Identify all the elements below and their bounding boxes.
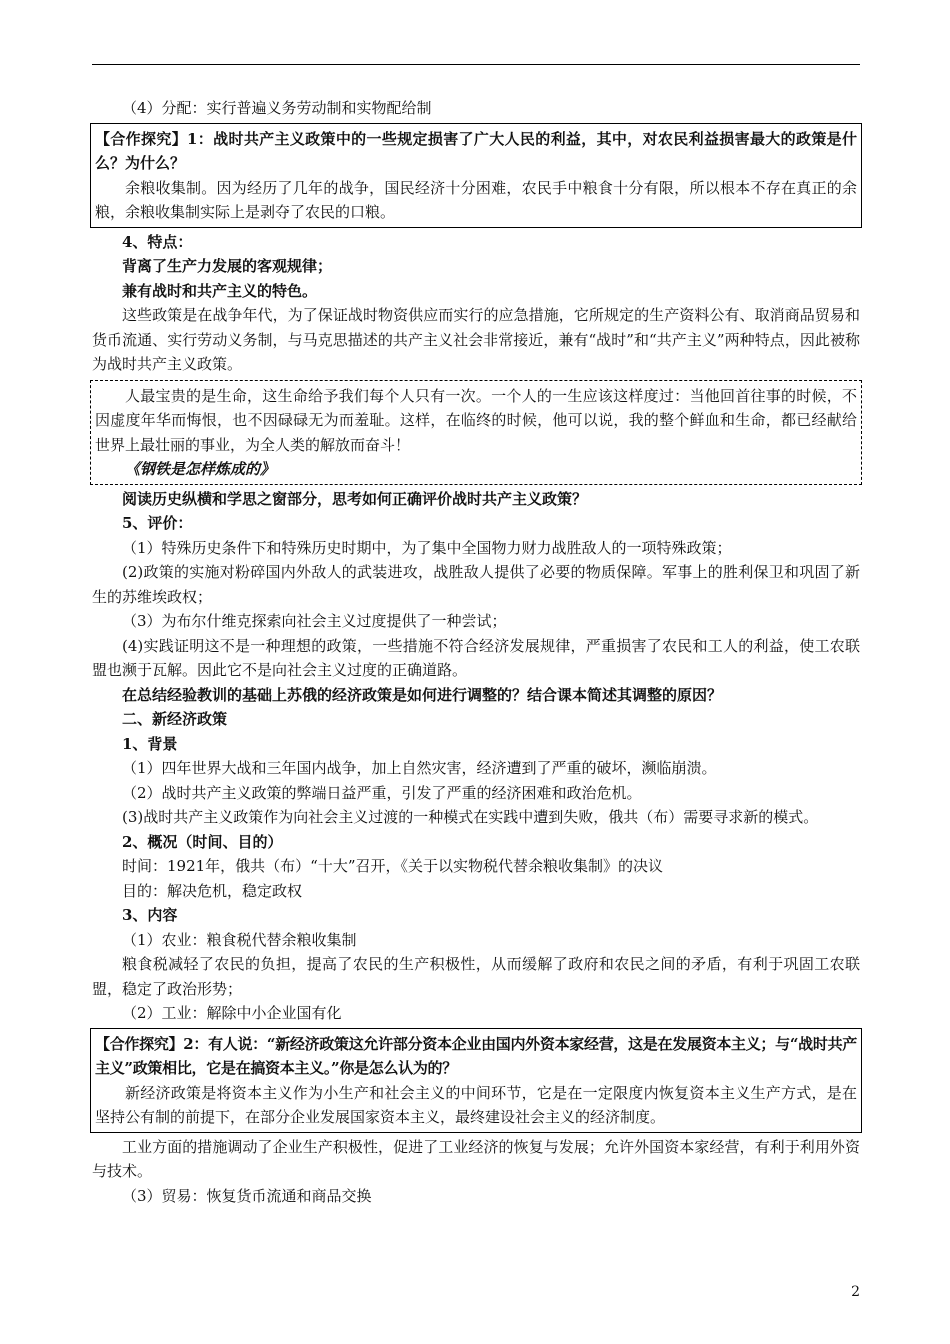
content-heading: 3、内容 <box>122 906 178 924</box>
inquiry-answer-2: 新经济政策是将资本主义作为小生产和社会主义的中间环节，它是在一定限度内恢复资本主义生产方式，是在坚持公有制的前提下，在部分企业发展国家资本主义，最终建设社会主义的经济制度。 <box>95 1083 857 1126</box>
evaluation-prompt: 阅读历史纵横和学思之窗部分，思考如何正确评价战时共产主义政策？ <box>122 489 588 508</box>
page-number: 2 <box>851 1284 860 1300</box>
inquiry-question-1: 【合作探究】1：战时共产主义政策中的一些规定损害了广大人民的利益，其中，对农民利益损害最大的政策是什么？为什么？ <box>95 129 857 172</box>
evaluation-heading: 5、评价： <box>122 514 193 532</box>
inquiry-question-2: 【合作探究】2：有人说：“新经济政策这允许部分资本企业由国内外资本家经营，这是在发展资本主义；与“战时共产主义”政策相比，它是在搞资本主义。”你是怎么认为的？ <box>95 1034 857 1077</box>
background-point-1: （1）四年世界大战和三年国内战争，加上自然灾害，经济遭到了严重的破坏，濒临崩溃。 <box>122 759 717 777</box>
background-heading: 1、背景 <box>122 734 178 753</box>
nep-prompt: 在总结经验教训的基础上苏俄的经济政策是如何进行调整的？结合课本简述其调整的原因？ <box>122 685 723 704</box>
inquiry-answer-1: 余粮收集制。因为经历了几年的战争，国民经济十分困难，农民手中粮食十分有限，所以根本不存在真正的余粮，余粮收集制实际上是剥夺了农民的口粮。 <box>95 178 857 221</box>
features-paragraph: 这些政策是在战争年代，为了保证战时物资供应而实行的应急措施，它所规定的生产资料公有、取消商品贸易和货币流通、实行劳动义务制，与马克思描述的共产主义社会非常接近，兼有“战时”和“共产主义”两种特点，因此被称为战时共产主义政策。 <box>92 306 860 373</box>
feature-point-1: 背离了生产力发展的客观规律； <box>122 257 333 275</box>
document-body <box>92 96 860 1208</box>
distribution-line: （4）分配：实行普遍义务劳动制和实物配给制 <box>122 99 432 117</box>
cooperative-inquiry-box-1 <box>90 123 862 228</box>
content-industry: （2）工业：解除中小企业国有化 <box>122 1004 342 1022</box>
content-trade: （3）贸易：恢复货币流通和商品交换 <box>122 1186 372 1205</box>
feature-point-2: 兼有战时和共产主义的特色。 <box>122 281 318 300</box>
nep-section-title: 二、新经济政策 <box>122 710 228 728</box>
overview-purpose: 目的：解决危机，稳定政权 <box>122 881 303 900</box>
evaluation-point-2: (2)政策的实施对粉碎国内外敌人的武装进攻，战胜敌人提供了必要的物质保障。军事上的胜利保卫和巩固了新生的苏维埃政权； <box>92 563 860 606</box>
overview-time: 时间：1921年，俄共（布）“十大”召开，《关于以实物税代替余粮收集制》的决议 <box>122 857 664 875</box>
evaluation-point-4: (4)实践证明这不是一种理想的政策，一些措施不符合经济发展规律，严重损害了农民和工人的利益，使工农联盟也濒于瓦解。因此它不是向社会主义过度的正确道路。 <box>92 636 860 679</box>
cooperative-inquiry-box-2 <box>90 1028 862 1133</box>
industry-effect-paragraph: 工业方面的措施调动了企业生产积极性，促进了工业经济的恢复与发展；允许外国资本家经营，有利于利用外资与技术。 <box>92 1137 860 1180</box>
background-point-3: (3)战时共产主义政策作为向社会主义过渡的一种模式在实践中遭到失败，俄共（布）需要寻求新的模式。 <box>122 808 819 826</box>
evaluation-point-1: （1）特殊历史条件下和特殊历史时期中，为了集中全国物力财力战胜敌人的一项特殊政策； <box>122 538 732 557</box>
features-heading: 4、特点： <box>122 232 193 251</box>
quote-text: 人最宝贵的是生命，这生命给予我们每个人只有一次。一个人的一生应该这样度过：当他回首往事的时候，不因虚度年华而悔恨，也不因碌碌无为而羞耻。这样，在临终的时候，他可以说，我的整个鲜血和生命，都已经献给世界上最壮丽的事业，为全人类的解放而奋斗！ <box>95 386 857 454</box>
background-point-2: （2）战时共产主义政策的弊端日益严重，引发了严重的经济困难和政治危机。 <box>122 783 642 802</box>
quote-box <box>90 380 862 485</box>
content-agriculture: （1）农业：粮食税代替余粮收集制 <box>122 930 357 949</box>
overview-heading: 2、概况（时间、目的） <box>122 832 283 851</box>
content-agriculture-desc: 粮食税减轻了农民的负担，提高了农民的生产积极性，从而缓解了政府和农民之间的矛盾，有利于巩固工农联盟，稳定了政治形势； <box>92 955 860 998</box>
header-rule <box>92 64 860 65</box>
quote-source: 《钢铁是怎样炼成的》 <box>125 460 276 478</box>
evaluation-point-3: （3）为布尔什维克探索向社会主义过度提供了一种尝试； <box>122 612 507 630</box>
